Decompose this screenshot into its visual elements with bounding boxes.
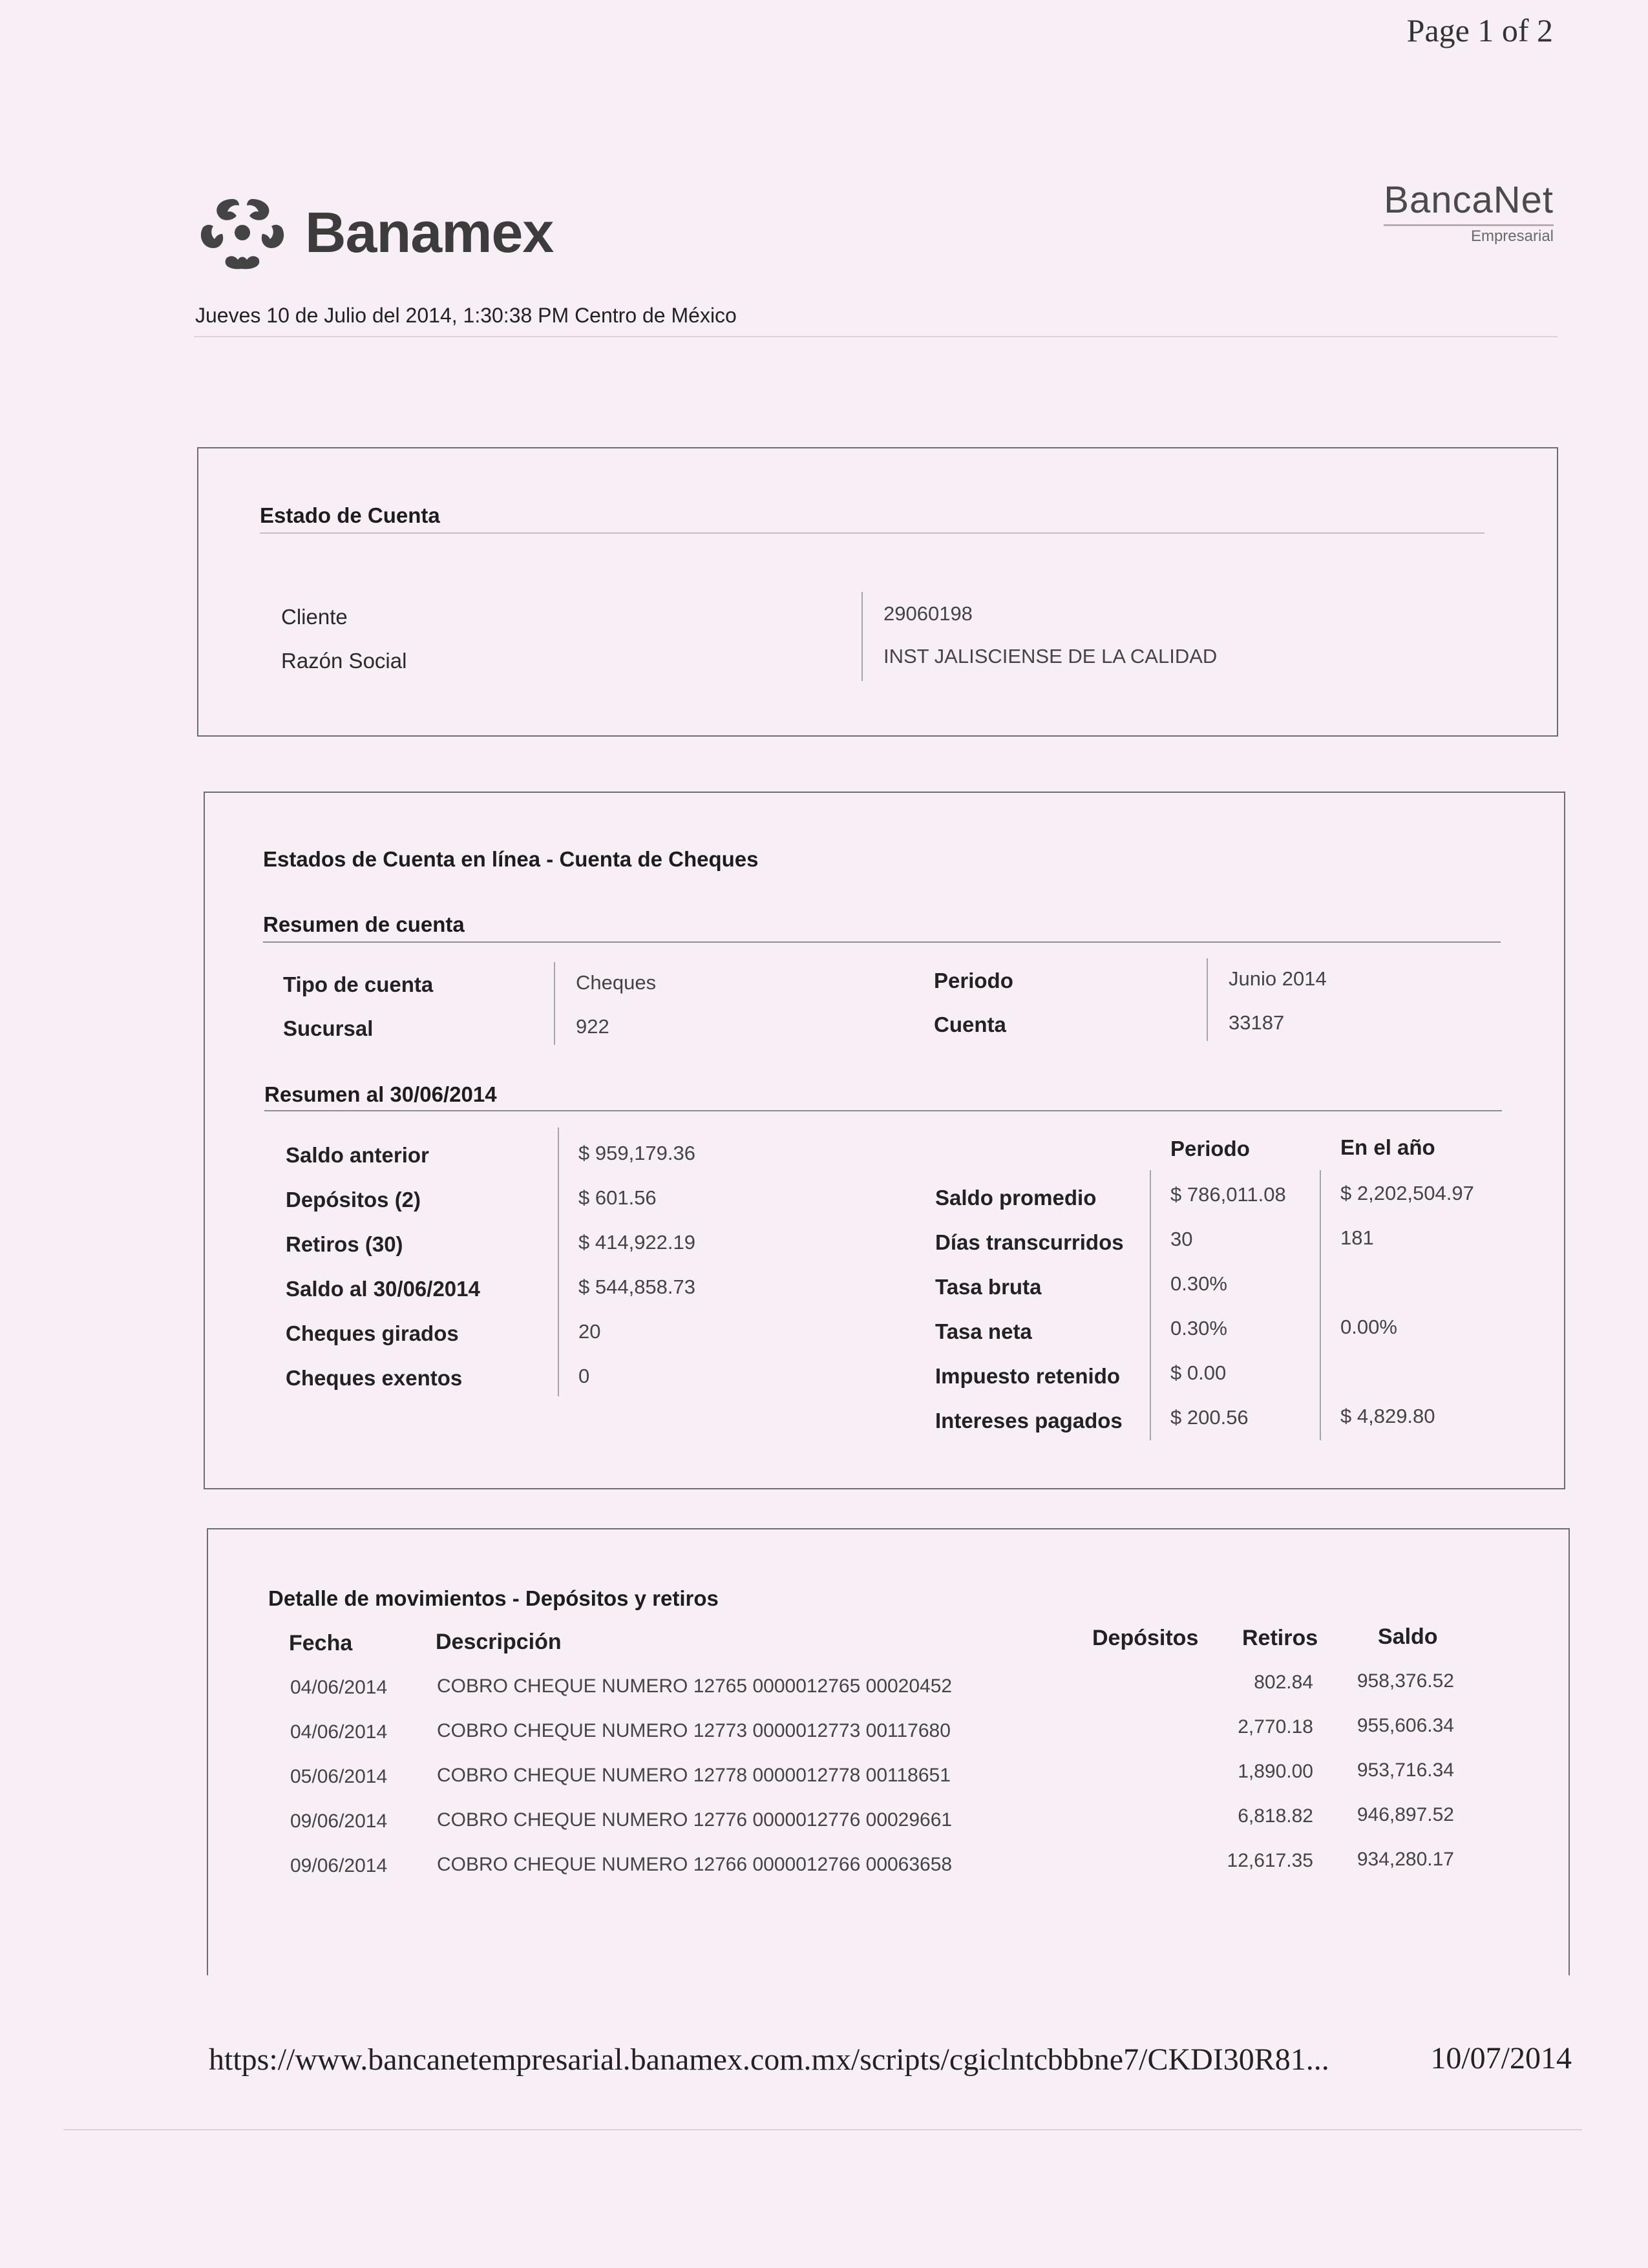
- left-row-value: $ 414,922.19: [578, 1231, 696, 1254]
- right-row-periodo: $ 786,011.08: [1170, 1183, 1286, 1206]
- bancanet-title: BancaNet: [1384, 179, 1554, 221]
- estado-cuenta-panel: [197, 447, 1558, 737]
- mov-saldo: 946,897.52: [1357, 1804, 1454, 1825]
- mov-retiros: 1,890.00: [1238, 1761, 1313, 1782]
- mov-saldo: 934,280.17: [1357, 1849, 1454, 1870]
- right-summary-divider-2: [1320, 1170, 1321, 1440]
- left-row-label: Retiros (30): [286, 1232, 403, 1256]
- resumen-al-title: Resumen al 30/06/2014: [264, 1082, 497, 1106]
- mov-saldo: 953,716.34: [1357, 1759, 1454, 1781]
- mov-fecha: 09/06/2014: [290, 1811, 388, 1832]
- mov-descripcion: COBRO CHEQUE NUMERO 12766 0000012766 00063658: [437, 1854, 953, 1875]
- print-date: 10/07/2014: [1430, 2041, 1572, 2075]
- right-row-label: Tasa bruta: [935, 1275, 1042, 1299]
- cliente-label: Cliente: [281, 605, 348, 629]
- mov-retiros: 12,617.35: [1227, 1850, 1313, 1871]
- sucursal-label: Sucursal: [283, 1016, 374, 1040]
- right-row-label: Días transcurridos: [935, 1230, 1124, 1254]
- mov-descripcion: COBRO CHEQUE NUMERO 12776 0000012776 00029661: [437, 1809, 953, 1831]
- left-row-label: Depósitos (2): [286, 1188, 421, 1212]
- left-row-value: 0: [578, 1365, 590, 1387]
- left-summary-divider: [558, 1128, 559, 1396]
- mov-fecha: 09/06/2014: [290, 1855, 388, 1876]
- resumen-divider-1: [554, 962, 555, 1045]
- footer-divider: [63, 2129, 1582, 2130]
- right-row-label: Impuesto retenido: [935, 1364, 1121, 1388]
- razon-social-label: Razón Social: [281, 649, 407, 673]
- bancanet-logo: [1384, 178, 1554, 246]
- mov-saldo: 958,376.52: [1357, 1670, 1454, 1692]
- col-anio-header: En el año: [1340, 1135, 1435, 1159]
- razon-social-value: INST JALISCIENSE DE LA CALIDAD: [883, 645, 1218, 667]
- tipo-cuenta-label: Tipo de cuenta: [283, 972, 434, 996]
- col-fecha-header: Fecha: [289, 1631, 353, 1655]
- estado-cuenta-rule: [260, 532, 1484, 534]
- right-summary-divider-1: [1150, 1170, 1151, 1440]
- estado-cuenta-title: Estado de Cuenta: [260, 503, 440, 527]
- left-row-value: $ 544,858.73: [578, 1276, 696, 1298]
- right-row-label: Saldo promedio: [935, 1186, 1097, 1210]
- right-row-periodo: 0.30%: [1170, 1272, 1227, 1295]
- mov-descripcion: COBRO CHEQUE NUMERO 12765 0000012765 00020452: [437, 1675, 953, 1697]
- bancanet-rule: [1384, 224, 1554, 226]
- cheques-panel: [204, 792, 1565, 1489]
- mov-fecha: 04/06/2014: [290, 1677, 388, 1698]
- mov-retiros: 802.84: [1254, 1672, 1313, 1693]
- periodo-value: Junio 2014: [1229, 967, 1327, 990]
- left-row-value: $ 601.56: [578, 1186, 657, 1209]
- header-divider: [194, 336, 1558, 337]
- tipo-cuenta-value: Cheques: [576, 971, 657, 994]
- cheques-title: Estados de Cuenta en línea - Cuenta de Cheques: [263, 847, 759, 871]
- mov-fecha: 05/06/2014: [290, 1766, 388, 1787]
- mov-retiros: 6,818.82: [1238, 1805, 1313, 1827]
- movimientos-panel: [207, 1528, 1570, 1975]
- right-row-label: Tasa neta: [935, 1319, 1032, 1343]
- movimientos-title: Detalle de movimientos - Depósitos y retiros: [268, 1586, 719, 1610]
- mov-descripcion: COBRO CHEQUE NUMERO 12773 0000012773 00117680: [437, 1720, 951, 1741]
- resumen-cuenta-rule: [263, 941, 1501, 943]
- right-row-anio: 0.00%: [1340, 1316, 1397, 1338]
- left-row-label: Saldo anterior: [286, 1143, 429, 1167]
- right-row-periodo: 30: [1170, 1228, 1193, 1250]
- banamex-brand-text: Banamex: [305, 200, 554, 264]
- mov-fecha: 04/06/2014: [290, 1721, 388, 1743]
- left-row-label: Cheques exentos: [286, 1366, 463, 1390]
- right-row-periodo: 0.30%: [1170, 1317, 1227, 1339]
- report-datetime: Jueves 10 de Julio del 2014, 1:30:38 PM Centro de México: [195, 304, 737, 327]
- col-descripcion-header: Descripción: [436, 1630, 562, 1654]
- left-row-value: $ 959,179.36: [578, 1142, 696, 1164]
- left-row-label: Saldo al 30/06/2014: [286, 1277, 480, 1301]
- left-row-label: Cheques girados: [286, 1321, 459, 1345]
- col-depositos-header: Depósitos: [1092, 1626, 1199, 1650]
- mov-retiros: 2,770.18: [1238, 1716, 1313, 1738]
- banamex-logo: [194, 194, 553, 271]
- right-row-label: Intereses pagados: [935, 1409, 1123, 1433]
- mov-descripcion: COBRO CHEQUE NUMERO 12778 0000012778 00118651: [437, 1765, 951, 1786]
- page-url: https://www.bancanetempresarial.banamex.com.mx/scripts/cgiclntcbbbne7/CKDI30R81...: [209, 2042, 1329, 2077]
- col-saldo-header: Saldo: [1378, 1624, 1438, 1649]
- page-number: Page 1 of 2: [1406, 12, 1553, 48]
- col-periodo-header: Periodo: [1170, 1137, 1250, 1160]
- bancanet-subtitle: Empresarial: [1470, 227, 1554, 245]
- right-row-periodo: $ 0.00: [1170, 1361, 1227, 1384]
- cliente-value: 29060198: [883, 602, 973, 625]
- resumen-cuenta-title: Resumen de cuenta: [263, 912, 465, 936]
- cuenta-label: Cuenta: [934, 1013, 1006, 1036]
- cuenta-value: 33187: [1229, 1011, 1285, 1034]
- resumen-al-rule: [264, 1110, 1502, 1111]
- right-row-anio: 181: [1340, 1226, 1374, 1249]
- estado-cuenta-divider: [861, 592, 863, 681]
- periodo-label: Periodo: [934, 969, 1013, 992]
- banamex-logo-icon: [194, 194, 291, 271]
- col-retiros-header: Retiros: [1242, 1626, 1318, 1650]
- right-row-anio: $ 2,202,504.97: [1340, 1182, 1474, 1204]
- sucursal-value: 922: [576, 1015, 609, 1038]
- resumen-divider-2: [1207, 958, 1208, 1041]
- right-row-periodo: $ 200.56: [1170, 1406, 1249, 1429]
- right-row-anio: $ 4,829.80: [1340, 1405, 1435, 1427]
- left-row-value: 20: [578, 1320, 601, 1343]
- mov-saldo: 955,606.34: [1357, 1715, 1454, 1736]
